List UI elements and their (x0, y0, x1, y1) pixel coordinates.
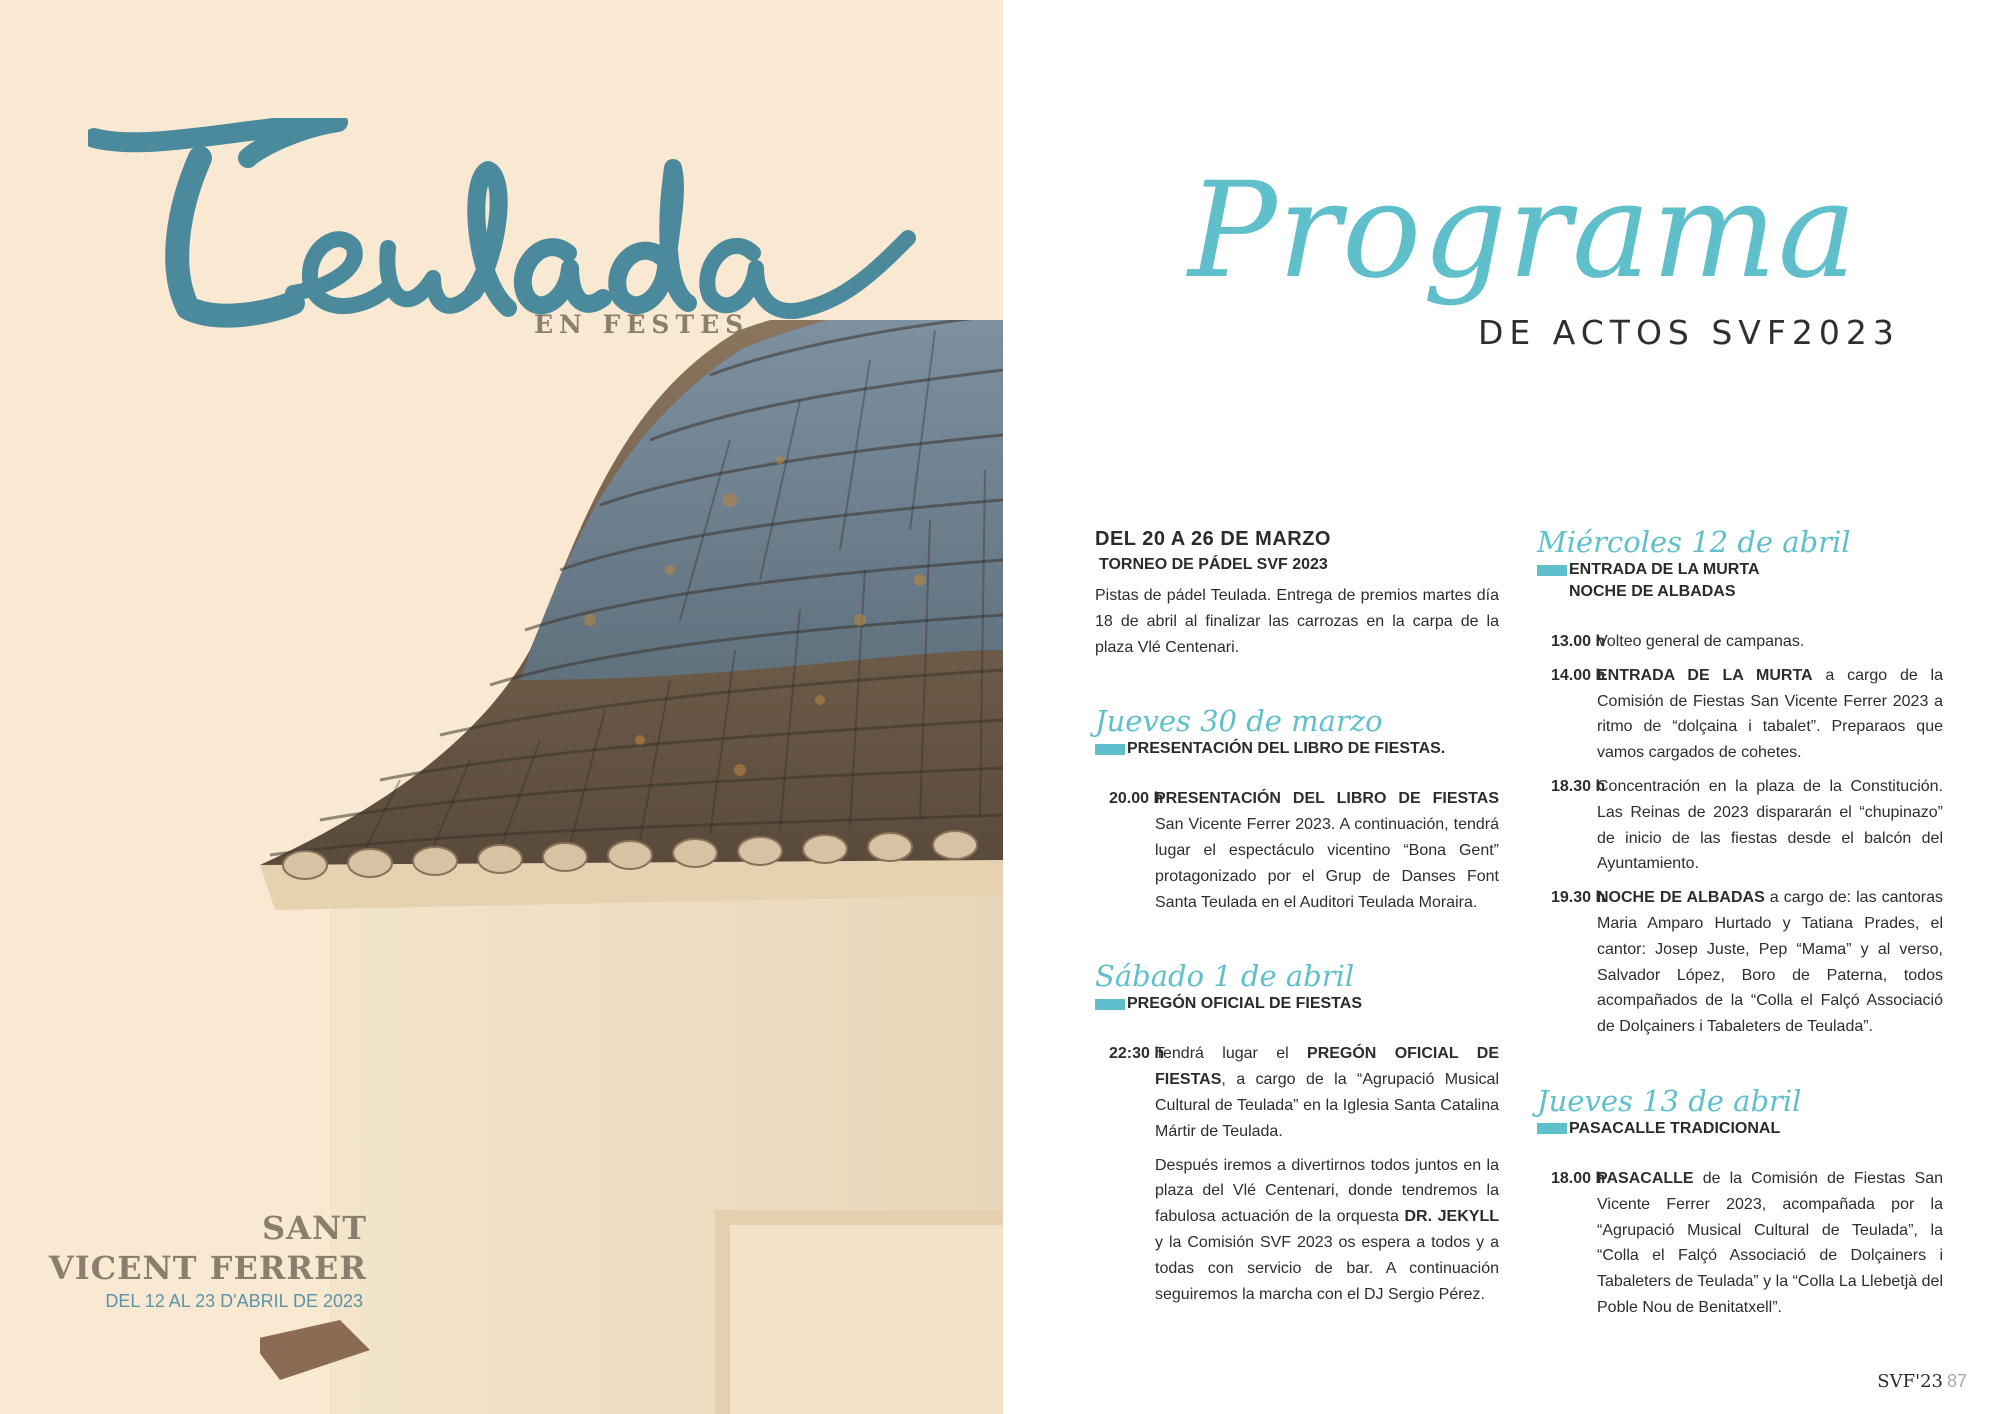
intro-subheading: TORNEO DE PÁDEL SVF 2023 (1099, 556, 1328, 573)
folio-label: SVF'23 (1877, 1371, 1943, 1392)
section-label-text: PREGÓN OFICIAL DE FIESTAS (1127, 995, 1362, 1013)
day-title: Sábado 1 de abril (1095, 959, 1355, 994)
event-item (1537, 885, 1943, 1040)
event-item (1537, 629, 1943, 655)
program-column-left (1095, 525, 1499, 1307)
event-time: 18.00 h (1551, 1169, 1606, 1187)
day-title: Miércoles 12 de abril (1537, 525, 1851, 559)
continuation-text: y la Comisión SVF 2023 os espera a todos y a todas con servicio de bar. A continuación seguiremos la marcha con el DJ Sergio Pérez. (1155, 1233, 1499, 1303)
event-description (1155, 1041, 1499, 1144)
intro-text: Pistas de pádel Teulada. Entrega de premios martes día 18 de abril al finalizar las carrozas en la carpa de la plaza Vlé Centenari. (1095, 587, 1499, 656)
event-description (1597, 629, 1943, 655)
teulada-logo-graphic (88, 118, 928, 348)
event-continuation (1155, 1153, 1499, 1308)
cover-title-line1: SANT (262, 1209, 367, 1247)
continuation-lead: DR. JEKYLL (1404, 1208, 1499, 1226)
accent-bar (1095, 744, 1125, 755)
accent-bar (1537, 1123, 1567, 1134)
event-lead: PASACALLE (1597, 1169, 1694, 1187)
event-time: 14.00 h (1551, 666, 1606, 684)
cover-title (49, 1208, 367, 1288)
event-description (1155, 786, 1499, 915)
cover-title-line2: VICENT FERRER (48, 1249, 367, 1287)
section-label-text: ENTRADA DE LA MURTA (1569, 561, 1760, 578)
event-description (1597, 774, 1943, 877)
program-page (1003, 0, 1999, 1414)
section-label-text: PRESENTACIÓN DEL LIBRO DE FIESTAS. (1127, 740, 1446, 758)
event-description (1597, 885, 1943, 1040)
event-item (1095, 786, 1499, 915)
accent-bar (1095, 999, 1125, 1010)
program-title: Programa (1188, 154, 1858, 308)
section-label-secondary: NOCHE DE ALBADAS (1569, 583, 1736, 600)
section-label (1537, 1118, 1943, 1140)
event-lead: ENTRADA DE LA MURTA (1597, 666, 1813, 684)
event-pre: Tendrá lugar el (1155, 1045, 1308, 1063)
program-column-right (1537, 525, 1943, 1321)
section-label (1095, 738, 1499, 760)
day-title: Jueves 13 de abril (1537, 1083, 1802, 1118)
event-time: 20.00 h (1109, 790, 1164, 808)
event-time: 13.00 h (1551, 633, 1606, 650)
event-text: de la Comisión de Fiestas San Vicente Ferrer 2023, acompañada por la “Agrupació Musical Cultural de Teulada”, la “Colla el Falçó Associació de Dolçainers i Tabaleters de Teulada” y la “Colla La Llebetjà del Poble Nou de Benitatxell”. (1597, 1169, 1943, 1316)
accent-bar (1537, 565, 1567, 576)
teulada-logo (88, 118, 928, 348)
section-label (1537, 559, 1943, 581)
section-label-text: PASACALLE TRADICIONAL (1569, 1119, 1781, 1137)
event-text: Concentración en la plaza de la Constitución. Las Reinas de 2023 dispararán el “chupinazo” de inicio de las fiestas desde el balcón del Ayuntamiento. (1597, 777, 1943, 873)
event-item (1095, 1041, 1499, 1144)
logo-subtitle: EN FESTES (534, 310, 750, 339)
day-title: Jueves 30 de marzo (1095, 704, 1383, 739)
event-text: a cargo de la Comisión de Fiestas San Vicente Ferrer 2023 a ritmo de “dolçaina i tabalet”. Preparaos que vamos cargados de cohetes. (1597, 666, 1944, 762)
roof-illustration (260, 320, 1003, 1414)
event-item (1537, 1166, 1943, 1321)
intro-heading: DEL 20 A 26 DE MARZO (1095, 528, 1331, 550)
roof-photo (260, 320, 1003, 1414)
event-description (1597, 663, 1943, 766)
event-item (1537, 774, 1943, 877)
cover-dates: DEL 12 AL 23 D'ABRIL DE 2023 (105, 1291, 363, 1311)
page-folio (1877, 1371, 1967, 1392)
page-number: 87 (1946, 1371, 1967, 1391)
section-label (1095, 993, 1499, 1015)
event-lead: PRESENTACIÓN DEL LIBRO DE FIESTAS (1155, 790, 1499, 808)
event-item (1537, 663, 1943, 766)
event-text: Volteo general de campanas. (1597, 633, 1805, 650)
continuation-pre: Después iremos a divertirnos todos juntos en la plaza del Vlé Centenari, donde tendremos la fabulosa actuación de la orquesta (1155, 1156, 1499, 1226)
event-text: , a cargo de la “Agrupació Musical Cultural de Teulada” en la Iglesia Santa Catalina Mártir de Teulada. (1155, 1071, 1499, 1140)
event-lead: PREGÓN OFICIAL DE FIESTAS (1155, 1045, 1499, 1089)
program-subtitle: DE ACTOS SVF2023 (1478, 313, 1900, 352)
event-time: 22:30 h (1109, 1045, 1165, 1063)
event-lead: NOCHE DE ALBADAS (1597, 889, 1765, 907)
event-text: a cargo de: las cantoras Maria Amparo Hurtado y Tatiana Prades, el cantor: Josep Juste, Pep “Mama” y al verso, Salvador López, Boro de Paterna, todos acompañados de la “Colla el Falçó Associació de Dolçainers i Tabaleters de Teulada”. (1597, 889, 1943, 1036)
event-time: 19.30 h (1551, 889, 1606, 907)
event-description (1597, 1166, 1943, 1321)
event-time: 18.30 h (1551, 777, 1606, 795)
event-text: San Vicente Ferrer 2023. A continuación, tendrá lugar el espectáculo vicentino “Bona Gent” protagonizado por el Grup de Danses Font Santa Teulada en el Auditori Teulada Moraira. (1155, 816, 1499, 911)
